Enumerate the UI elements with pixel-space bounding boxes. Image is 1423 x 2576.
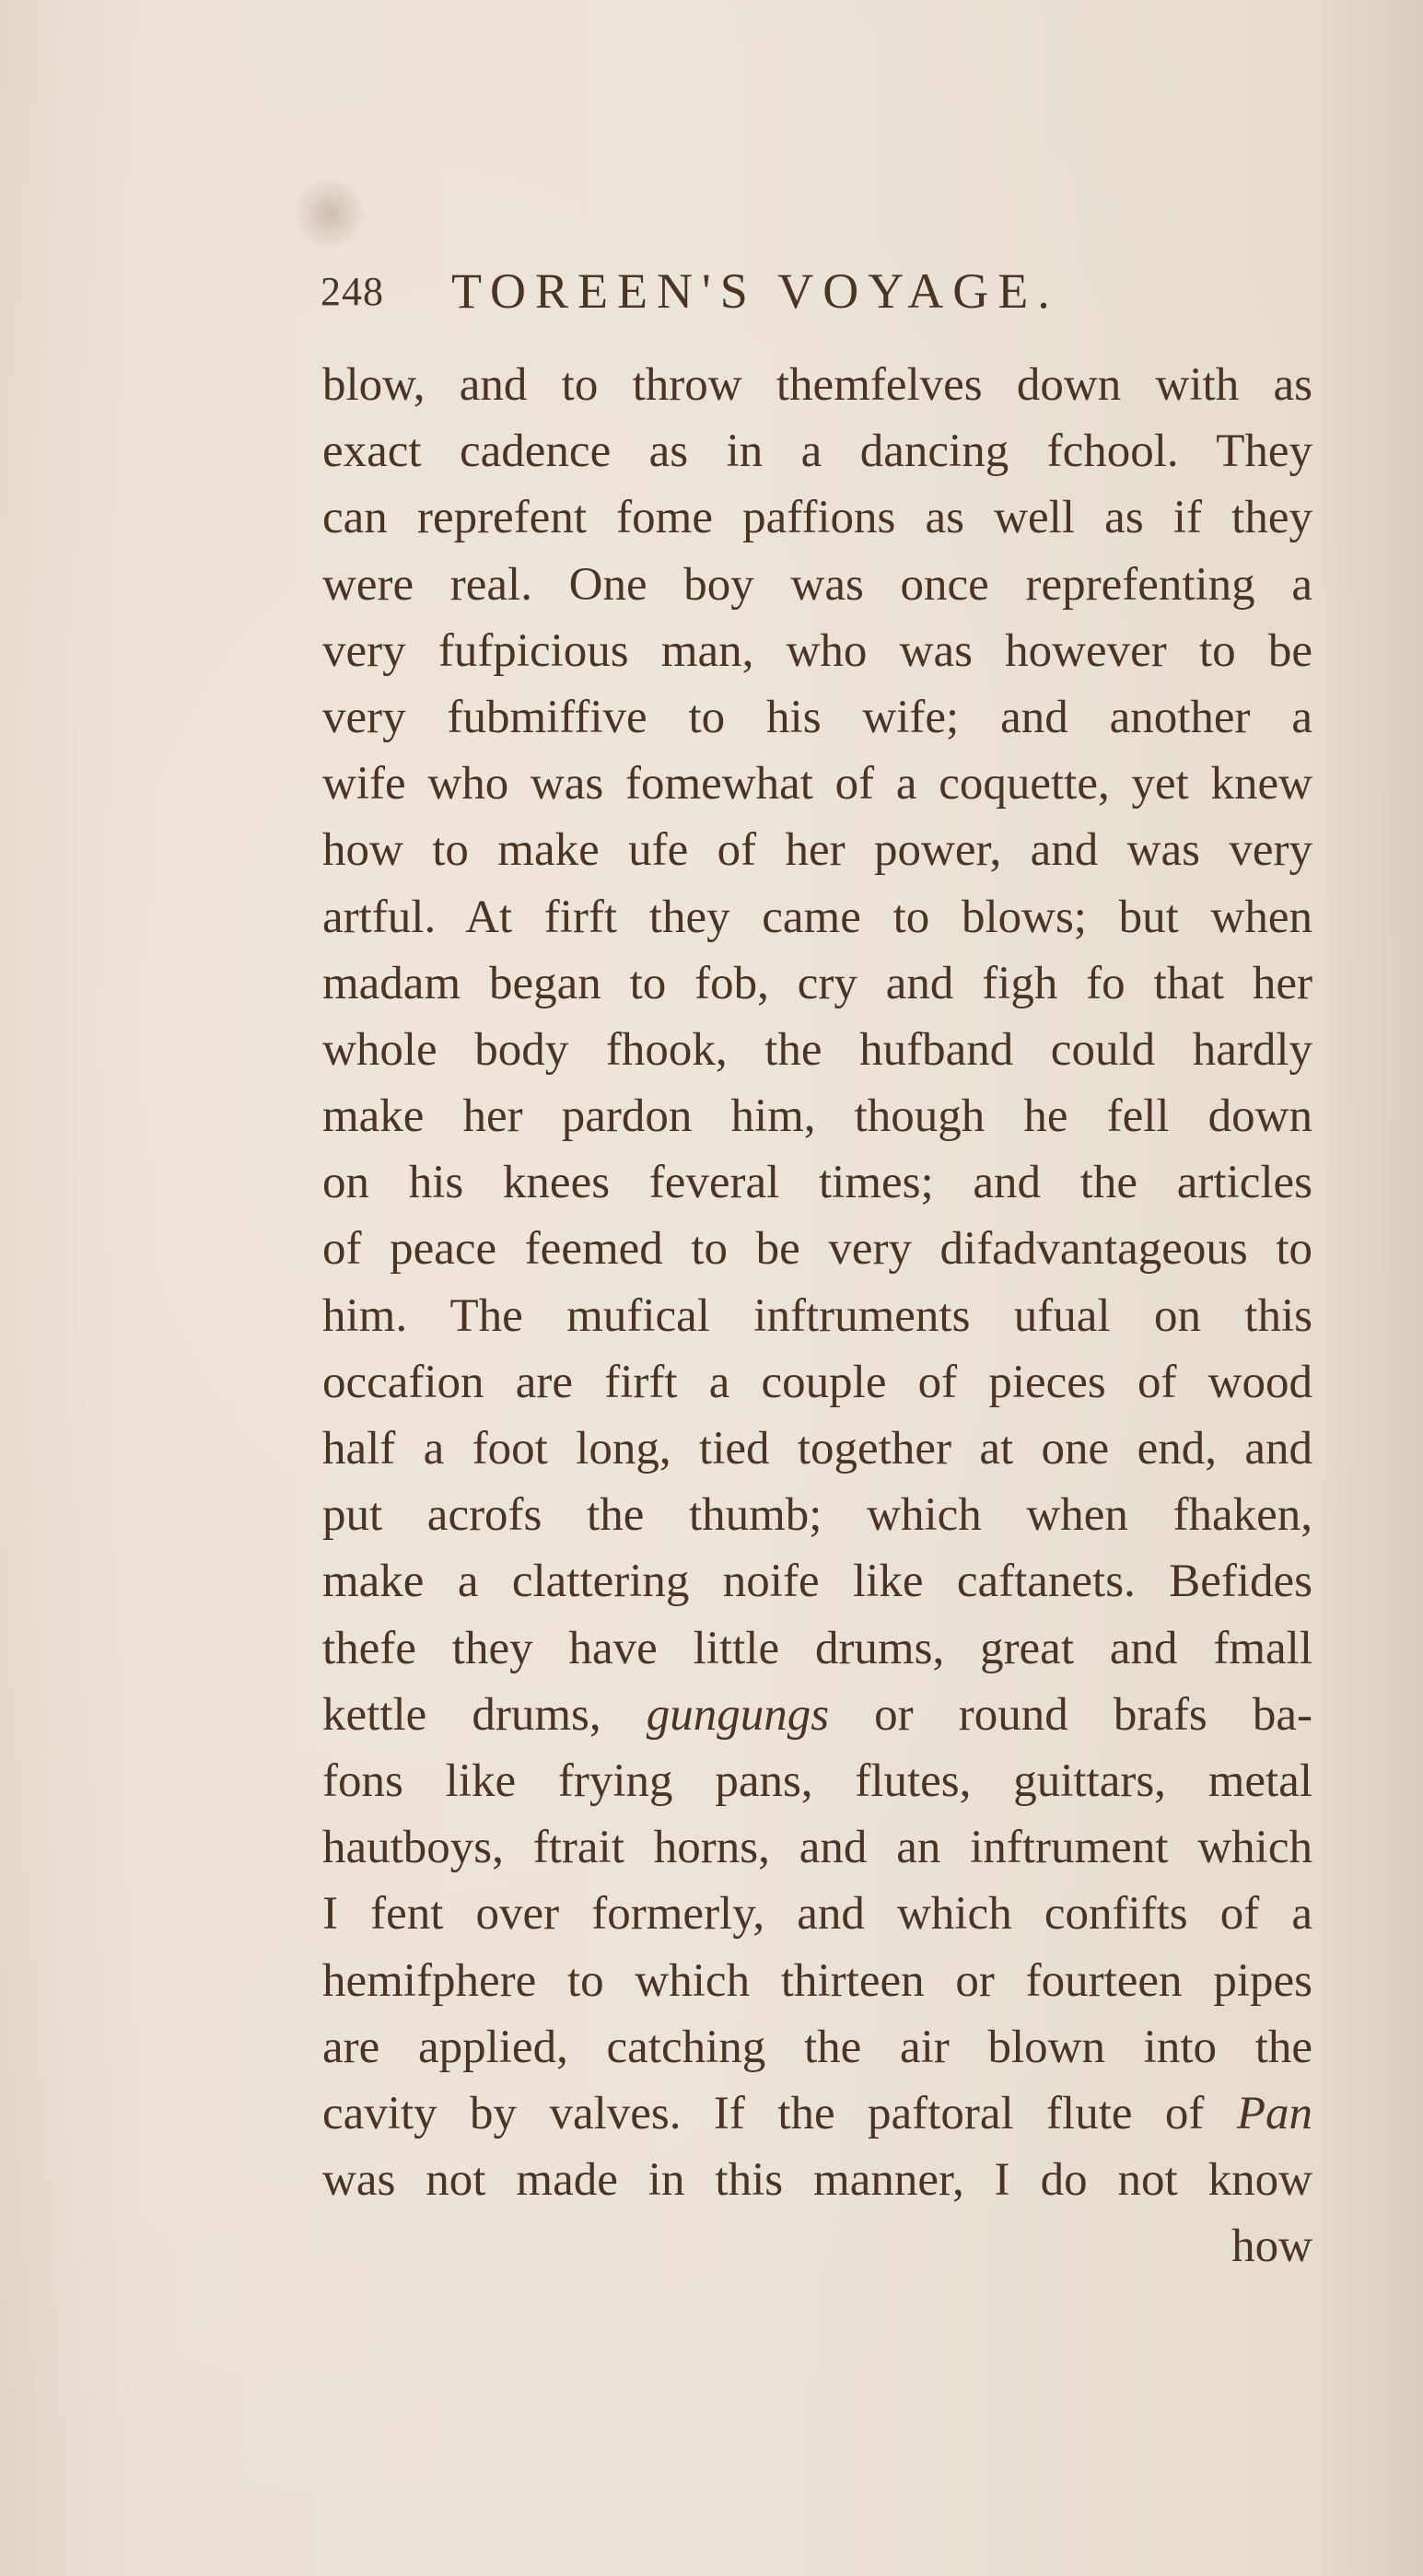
text-line: of peace feemed to be very difadvantageous to bbox=[322, 1223, 1312, 1276]
catchword: how bbox=[1231, 2220, 1312, 2273]
text-line: on his knees feveral times; and the articles bbox=[322, 1157, 1312, 1209]
text-line: are applied, catching the air blown into the bbox=[322, 2021, 1312, 2073]
page-header bbox=[321, 262, 1334, 327]
text-line bbox=[322, 1682, 1312, 1748]
text-line: how to make ufe of her power, and was very bbox=[322, 824, 1312, 877]
text-line: make a clattering noife like caftanets. Befides bbox=[322, 1556, 1312, 1608]
text-line: make her pardon him, though he fell down bbox=[322, 1090, 1312, 1143]
text-line: artful. At firft they came to blows; but when bbox=[322, 891, 1312, 943]
text-line: can reprefent fome paffions as well as if they bbox=[322, 492, 1312, 544]
text-run: or round brafs ba- bbox=[874, 1688, 1312, 1741]
text-line: exact cadence as in a dancing fchool. They bbox=[322, 425, 1312, 478]
text-line: half a foot long, tied together at one end, and bbox=[322, 1423, 1312, 1474]
paper-stain bbox=[293, 177, 367, 251]
text-line: very fubmiffive to his wife; and another a bbox=[322, 691, 1312, 743]
text-line: blow, and to throw themfelves down with as bbox=[322, 359, 1312, 411]
body-text bbox=[322, 352, 1312, 2279]
text-line: hemifphere to which thirteen or fourteen pipes bbox=[322, 1954, 1312, 2007]
text-run: cavity by valves. If the paftoral flute of bbox=[322, 2087, 1205, 2139]
text-line: thefe they have little drums, great and fmall bbox=[322, 1622, 1312, 1674]
page-number: 248 bbox=[321, 269, 384, 314]
text-line bbox=[322, 2081, 1312, 2147]
text-line: whole body fhook, the hufband could hardly bbox=[322, 1023, 1312, 1076]
text-line: hautboys, ftrait horns, and an inftrument which bbox=[322, 1822, 1312, 1874]
text-line: very fufpicious man, who was however to be bbox=[322, 624, 1312, 677]
text-run: kettle drums, bbox=[322, 1688, 601, 1741]
text-line: put acrofs the thumb; which when fhaken, bbox=[322, 1489, 1312, 1542]
text-line: wife who was fomewhat of a coquette, yet knew bbox=[322, 758, 1312, 810]
text-line: I fent over formerly, and which confifts of a bbox=[322, 1888, 1312, 1941]
text-line: fons like frying pans, flutes, guittars, metal bbox=[322, 1754, 1312, 1807]
text-line: were real. One boy was once reprefenting a bbox=[322, 558, 1312, 611]
italic-name-pan: Pan bbox=[1236, 2087, 1313, 2139]
text-line: was not made in this manner, I do not know bbox=[322, 2154, 1312, 2207]
text-line: madam began to fob, cry and figh fo that her bbox=[322, 957, 1312, 1009]
italic-term-gungungs: gungungs bbox=[646, 1688, 830, 1741]
text-line: him. The mufical inftruments ufual on this bbox=[322, 1289, 1312, 1342]
running-title: TOREEN'S VOYAGE. bbox=[451, 263, 1059, 319]
text-line: occafion are firft a couple of pieces of wood bbox=[322, 1356, 1312, 1408]
